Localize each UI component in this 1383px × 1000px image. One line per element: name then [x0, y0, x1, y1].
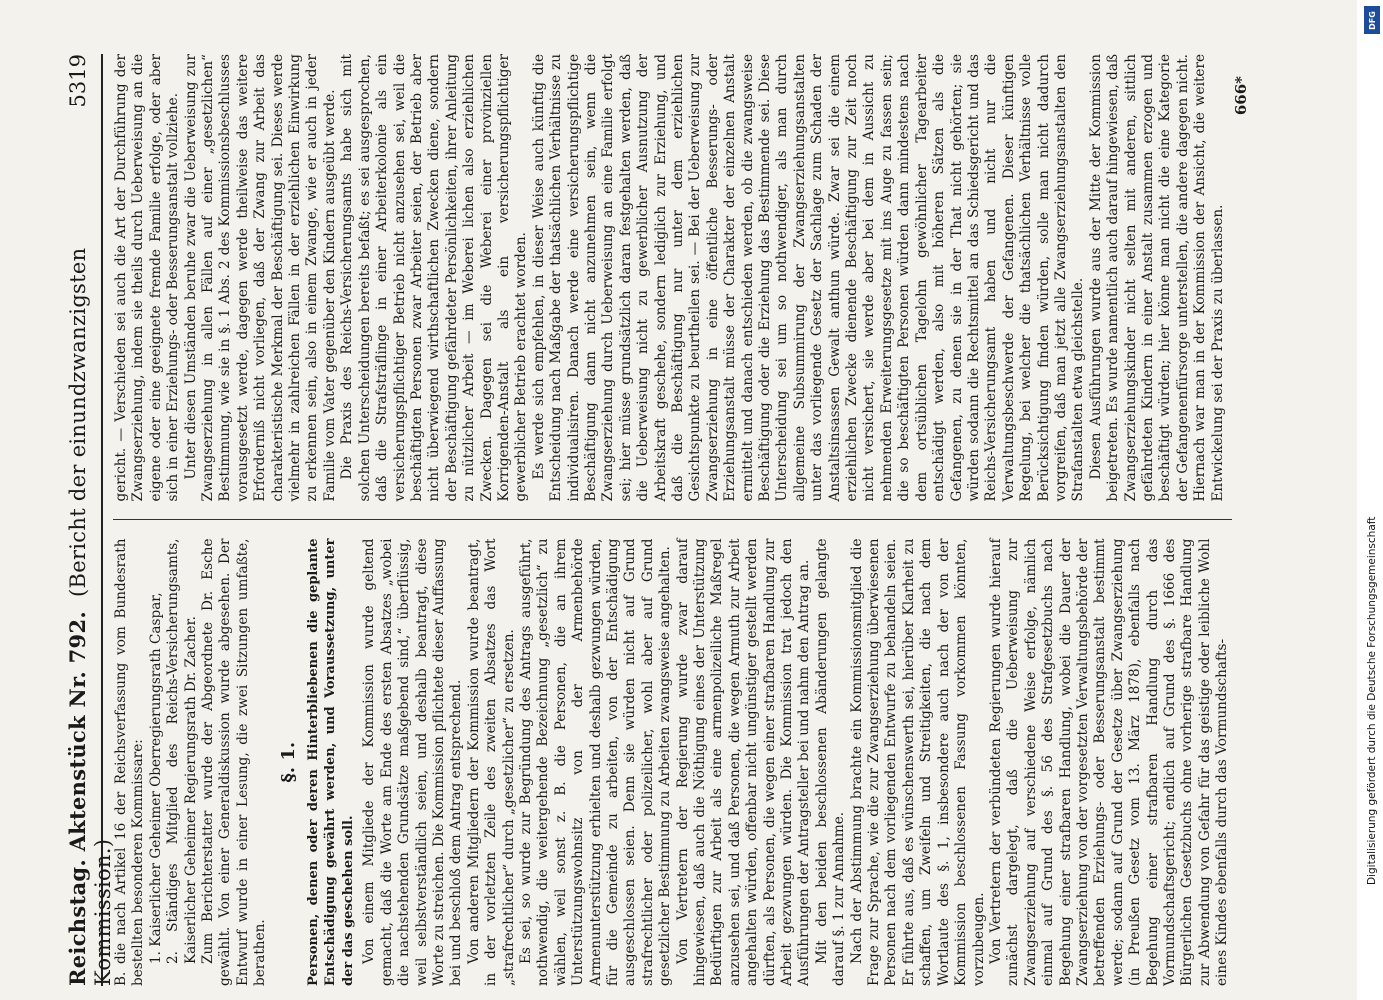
paragraph: Nach der Abstimmung brachte ein Kommissionsmitglied die Frage zur Sprache, wie die zur Zwangserziehung überwiesenen Personen nach dem vorliegenden Entwurfe zu behandeln seien. Er führte aus, daß es wünschenswerth sei, hierüber Klarheit zu schaffen, um Zweifeln und Streitigkeiten, die nach dem Wortlaute des §. 1, insbesondere auch nach der von der Kommission beschlossenen Fassung vorkommen könnten, vorzubeugen. [848, 538, 987, 986]
header-commission-subtitle: (Bericht der einundzwanzigsten Kommission.) [66, 247, 115, 986]
section-heading: §. 1. [277, 741, 299, 783]
paragraph: Die Praxis des Reichs-Versicherungsamts habe sich mit solchen Unterscheidungen bereits befaßt; es sei ausgesprochen, daß die Strafsträflinge in einer Arbeiterkolonie als ein versicherungspflichtiger Betrieb nicht anzusehen sei, weil die beschäftigten Personen zwar Arbeiter seien, der Betrieb aber nicht überwiegend wirthschaftlichen Zwecken diene, sondern der Beschäftigung gefährdeter Persönlichkeiten, ihrer Anleitung zu nützlicher Arbeit — im Weberei lichen also erziehlichen Zwecken. Dagegen sei die Weberei einer provinziellen Korrigenden-Anstalt als ein versicherungspflichtiger gewerblicher Betrieb erachtet worden. [339, 54, 530, 502]
right-column [113, 54, 1232, 502]
paragraph: Es werde sich empfehlen, in dieser Weise auch künftig die Entscheidung nach Maßgabe der thatsächlichen Verhältnisse zu individualisiren. Danach werde eine versicherungspflichtige Beschäftigung dann nicht anzunehmen sein, wenn die Zwangserziehung durch Ueberweisung an eine Familie erfolgt sei; hier müsse grundsätzlich daran festgehalten werden, daß die Ueberweisung nicht zu gewerblicher Ausnutzung der Arbeitskraft geschehe, sondern lediglich zur Erziehung, und daß die Beschäftigung nur unter dem erziehlichen Gesichtspunkte zu beurtheilen sei. — Bei der Ueberweisung zur Zwangserziehung in eine öffentliche Besserungs- oder Erziehungsanstalt müsse der Charakter der einzelnen Anstalt ermittelt und danach entschieden werden, ob die zwangsweise Beschäftigung oder die Erziehung das Bestimmende sei. Diese Unterscheidung sei um so nothwendiger, als man durch allgemeine Subsummirung der Zwangserziehungsanstalten unter das vorliegende Gesetz der Sachlage zum Schaden der Anstaltsinsassen Gewalt anthun würde. Zwar sei die einem erziehlichen Zwecke dienende Beschäftigung zur Zeit noch nicht versichert, sie werde aber bei dem in Aussicht zu nehmenden Erweiterungsgesetze mit ins Auge zu fassen sein; die so beschäftigten Personen würden dann mindestens nach dem ortsüblichen Tagelohn gewöhnlicher Tagearbeiter entschädigt werden, also mit höheren Sätzen als die Gefangenen, zu denen sie in der That nicht gehörten; sie würden sodann die Rechtsmittel an das Schiedsgericht und das Reichs-Versicherungsamt haben und nicht nur die Verwaltungsbeschwerde der Gefangenen. Dieser künftigen Regelung, bei welcher die thatsächlichen Verhältnisse volle Berücksichtigung finden würden, solle man nicht dadurch vorgreifen, daß man jetzt alle Zwangserziehungsanstalten den Strafanstalten etwa gleichstelle. [530, 54, 1087, 502]
paragraph: Es sei, so wurde zur Begründung des Antrags ausgeführt, nothwendig, die weitergehende Bezeichnung „gesetzlich“ zu wählen, weil sonst z. B. die Personen, die an ihrem Unterstützungswohnsitz von der Armenbehörde Armenunterstützung erhielten und deshalb gezwungen würden, für die Gemeinde zu arbeiten, von der Entschädigung ausgeschlossen seien. Denn sie würden nicht auf Grund strafrechtlicher oder polizeilicher, wohl aber auf Grund gesetzlicher Bestimmung zu Arbeiten zwangsweise angehalten. [517, 538, 674, 986]
list-item: 1. Kaiserlicher Geheimer Oberregierungsrath Caspar, [147, 592, 164, 964]
paragraph: Unter diesen Umständen beruhe zwar die Ueberweisung zur Zwangserziehung in allen Fällen auf einer „gesetzlichen“ Bestimmung, wie sie in §. 1 Abs. 2 des Kommissionsbeschlusses vorausgesetzt werde, dagegen werde theilweise das weitere Erforderniß nicht vorliegen, daß der Zwang zur Arbeit das charakteristische Merkmal der Beschäftigung sei. Dieses werde vielmehr in zahlreichen Fällen in der erziehlichen Einwirkung zu erkennen sein, also in einem Zwange, wie er auch in jeder Familie vom Vater gegenüber den Kindern ausgeübt werde. [182, 54, 338, 502]
paragraph: Zum Berichterstatter wurde der Abgeordnete Dr. Esche gewählt. Von einer Generaldiskussion wurde abgesehen. Der Entwurf wurde in einer Lesung, die zwei Sitzungen umfaßte, berathen. [200, 538, 269, 986]
paragraph: Mit den beiden beschlossenen Abänderungen gelangte darauf §. 1 zur Annahme. [813, 538, 848, 986]
text-columns [113, 54, 1232, 986]
digitisation-credit: Digitalisierung gefördert durch die Deutsche Forschungsgemeinschaft [1366, 516, 1378, 885]
paragraph: B. die nach Artikel 16 der Reichsverfassung vom Bundesrath bestellten besonderen Kommissare: [113, 538, 147, 986]
printer-signature: 666* [1232, 76, 1250, 116]
dfg-logo-text: DFG [1367, 10, 1377, 30]
paragraph: Von anderen Mitgliedern der Kommission wurde beantragt, in der vorletzten Zeile des zweiten Absatzes das Wort „strafrechtlicher“ durch „gesetzlicher“ zu ersetzen. [465, 538, 517, 986]
header-title [65, 107, 115, 986]
header-reichstag-title: Reichstag. Aktenstück Nr. 792. [65, 611, 90, 986]
left-column [113, 539, 1232, 987]
paragraph: Von einem Mitgliede der Kommission wurde geltend gemacht, daß die Worte am Ende des ersten Absatzes „wobei die nachstehenden Grundsätze maßgebend sind,“ überflüssig, weil selbstverständlich seien, und deshalb beantragt, diese Worte zu streichen. Die Kommission pflichtete dieser Auffassung bei und beschloß dem Antrag entsprechend. [361, 538, 465, 986]
list-item: 2. Ständiges Mitglied des Reichs-Versicherungsamts, Kaiserlicher Geheimer Regierungsrath Dr. Zacher. [165, 538, 199, 964]
paragraph: Diesen Ausführungen wurde aus der Mitte der Kommission beigetreten. Es wurde namentlich auch darauf hingewiesen, daß Zwangserziehungskinder nicht selten mit anderen, sittlich gefährdeten Kindern in einer Anstalt zusammen erzogen und beschäftigt würden; hier könne man nicht die eine Kategorie der Gefangenenfürsorge unterstellen, die andere dagegen nicht. Hiernach war man in der Kommission der Ansicht, die weitere Entwickelung sei der Praxis zu überlassen. [1087, 54, 1226, 502]
page-number: 5319 [66, 54, 90, 108]
paragraph: Von Vertretern der verbündeten Regierungen wurde hierauf zunächst dargelegt, daß die Ueberweisung zur Zwangserziehung auf verschiedene Weise erfolge, nämlich einmal auf Grund des §. 56 des Strafgesetzbuchs nach Begehung einer strafbaren Handlung, wobei die Dauer der Zwangserziehung von der vorgesetzten Verwaltungsbehörde der betreffenden Erziehungs- oder Besserungsanstalt bestimmt werde; sodann auf Grund der Gesetze über Zwangserziehung (in Preußen Gesetz vom 13. März 1878), ebenfalls nach Begehung einer strafbaren Handlung durch das Vormundschaftsgericht; endlich auf Grund des §. 1666 des Bürgerlichen Gesetzbuchs ohne vorherige strafbare Handlung zur Abwendung von Gefahr für das geistige oder leibliche Wohl eines Kindes ebenfalls durch das Vormundschafts- [987, 538, 1231, 986]
rotated-document-page [55, 40, 1300, 1000]
page-header [65, 54, 115, 986]
paragraph: Von Vertretern der Regierung wurde zwar darauf hingewiesen, daß auch die Nöthigung eines der Unterstützung Bedürftigen zur Arbeit als eine armenpolizeiliche Maßregel anzusehen sei, und daß Personen, die wegen Armuth zur Arbeit angehalten würden, offenbar nicht ungünstiger gestellt werden dürften, als Personen, die wegen einer strafbaren Handlung zur Arbeit gezwungen würden. Die Kommission trat jedoch den Ausführungen der Antragsteller bei und nahm den Antrag an. [674, 538, 813, 986]
section-caption: Personen, denen oder deren Hinterbliebenen die geplante Entschädigung gewährt werden, und Voraussetzung, unter der das geschehen soll. [306, 538, 356, 986]
paragraph: gericht. — Verschieden sei auch die Art der Durchführung der Zwangserziehung, indem sie theils durch Ueberweisung an die eigene oder eine geeignete fremde Familie erfolge, oder aber sich in einer Erziehungs- oder Besserungsanstalt vollziehe. [113, 54, 182, 502]
column-divider [113, 520, 1232, 521]
